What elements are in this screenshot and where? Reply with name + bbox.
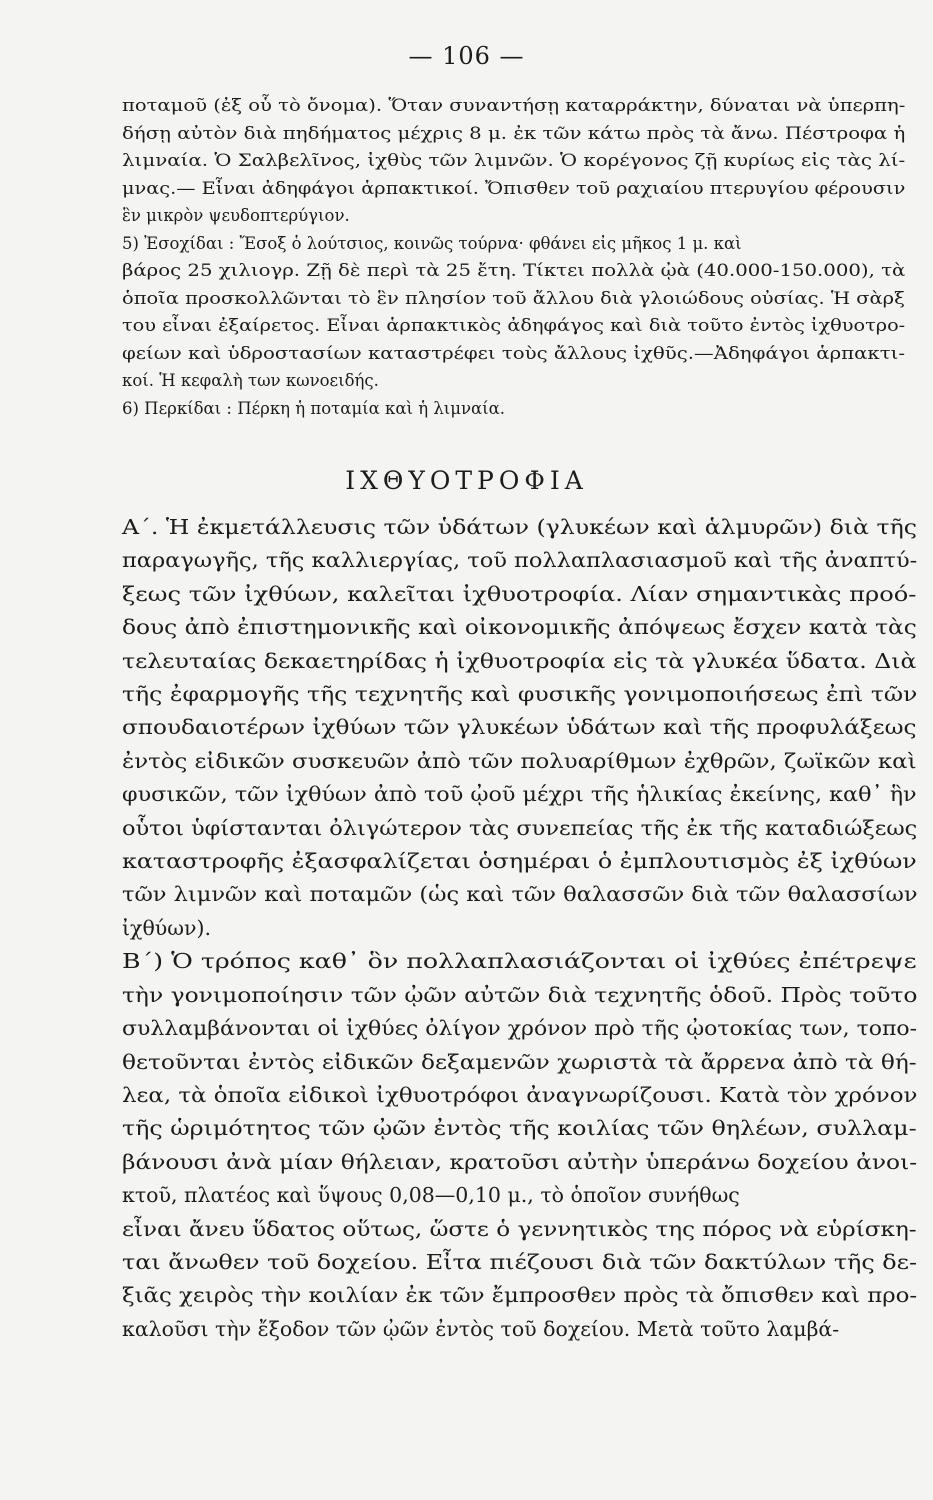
text-line: θετοῦνται ἐντὸς εἰδικῶν δεξαμενῶν χωριστὰ τὰ ἄρρενα ἀπὸ τὰ θή- bbox=[122, 1049, 917, 1074]
text-line: 6) Περκίδαι : Πέρκη ἡ ποταμία καὶ ἡ λιμναία. bbox=[122, 398, 506, 418]
text-line: ὁποῖα προσκολλῶνται τὸ ἓν πλησίον τοῦ ἄλλου διὰ γλοιώδους οὐσίας. Ἡ σὰρξ bbox=[122, 288, 905, 308]
text-line: λεα, τὰ ὁποῖα εἰδικοὶ ἰχθυοτρόφοι ἀναγνωρίζουσι. Κατὰ τὸν χρόνον bbox=[122, 1082, 918, 1107]
text-line: φείων καὶ ὑδροστασίων καταστρέφει τοὺς ἄλλους ἰχθῦς.—Ἀδηφάγοι ἁρπακτι- bbox=[122, 343, 906, 363]
text-line: κοί. Ἡ κεφαλὴ των κωνοειδής. bbox=[122, 371, 379, 390]
text-line: μνας.— Εἶναι ἀδηφάγοι ἁρπακτικοί. Ὄπισθεν τοῦ ραχιαίου πτερυγίου φέρουσιν bbox=[122, 178, 906, 198]
text-line: ἓν μικρὸν ψευδοπτερύγιον. bbox=[122, 206, 350, 225]
main-text-block bbox=[122, 511, 917, 1346]
text-line: εἶναι ἄνευ ὕδατος οὕτως, ὥστε ὁ γεννητικὸς της πόρος νὰ εὑρίσκη- bbox=[122, 1216, 917, 1241]
text-line: Β΄) Ὁ τρόπος καθ᾽ ὃν πολλαπλασιάζονται οἱ ἰχθύες ἐπέτρεψε bbox=[122, 949, 917, 974]
text-line: φυσικῶν, τῶν ἰχθύων ἀπὸ τοῦ ᾠοῦ μέχρι τῆς ἡλικίας ἐκείνης, καθ᾽ ἣν bbox=[122, 782, 917, 807]
text-line: βάνουσι ἀνὰ μίαν θήλειαν, κρατοῦσι αὐτὴν ὑπεράνω δοχείου ἀνοι- bbox=[122, 1149, 918, 1174]
text-line: Α΄. Ἡ ἐκμετάλλευσις τῶν ὑδάτων (γλυκέων καὶ ἁλμυρῶν) διὰ τῆς bbox=[122, 515, 917, 539]
text-line: κτοῦ, πλατέος καὶ ὕψους 0,08—0,10 μ., τὸ ὁποῖον συνήθως bbox=[122, 1183, 740, 1208]
small-print-block bbox=[122, 92, 905, 422]
text-line: συλλαμβάνονται οἱ ἰχθύες ὀλίγον χρόνον πρὸ τῆς ᾠοτοκίας των, τοπο- bbox=[122, 1016, 918, 1041]
text-line: παραγωγῆς, τῆς καλλιεργίας, τοῦ πολλαπλασιασμοῦ καὶ τῆς ἀναπτύ- bbox=[122, 548, 918, 573]
text-line: ποταμοῦ (ἐξ οὗ τὸ ὄνομα). Ὅταν συναντήσῃ καταρράκτην, δύναται νὰ ὑπερπη- bbox=[122, 96, 906, 115]
text-line: καταστροφῆς ἐξασφαλίζεται ὁσημέραι ὁ ἐμπλουτισμὸς ἐξ ἰχθύων bbox=[122, 849, 917, 874]
text-line: τῶν λιμνῶν καὶ ποταμῶν (ὡς καὶ τῶν θαλασσῶν διὰ τῶν θαλασσίων bbox=[122, 882, 918, 907]
text-line: τὴν γονιμοποίησιν τῶν ᾠῶν αὐτῶν διὰ τεχνητῆς ὁδοῦ. Πρὸς τοῦτο bbox=[122, 982, 918, 1007]
text-line: του εἶναι ἐξαίρετος. Εἶναι ἁρπακτικὸς ἀδηφάγος καὶ διὰ τοῦτο ἐντὸς ἰχθυοτρο- bbox=[122, 316, 906, 335]
text-line: σπουδαιοτέρων ἰχθύων τῶν γλυκέων ὑδάτων καὶ τῆς προφυλάξεως bbox=[122, 715, 917, 740]
text-line: τῆς ὡριμότητος τῶν ᾠῶν ἐντὸς τῆς κοιλίας τῶν θηλέων, συλλαμ- bbox=[122, 1116, 917, 1141]
text-line: δήσῃ αὐτὸν διὰ πηδήματος μέχρις 8 μ. ἐκ τῶν κάτω πρὸς τὰ ἄνω. Πέστροφα ἡ bbox=[122, 123, 906, 143]
text-line: ξιᾶς χειρὸς τὴν κοιλίαν ἐκ τῶν ἔμπροσθεν πρὸς τὰ ὄπισθεν καὶ προ- bbox=[122, 1283, 918, 1308]
text-line: βάρος 25 χιλιογρ. Ζῇ δὲ περὶ τὰ 25 ἔτη. Τίκτει πολλὰ ᾠὰ (40.000-150.000), τὰ bbox=[122, 261, 906, 280]
text-line: δους ἀπὸ ἐπιστημονικῆς καὶ οἰκονομικῆς ἀπόψεως ἔσχεν κατὰ τὰς bbox=[122, 615, 917, 640]
text-line: ἐντὸς εἰδικῶν συσκευῶν ἀπὸ τῶν πολυαρίθμων ἐχθρῶν, ζωϊκῶν καὶ bbox=[122, 748, 917, 773]
text-line: καλοῦσι τὴν ἔξοδον τῶν ᾠῶν ἐντὸς τοῦ δοχείου. Μετὰ τοῦτο λαμβά- bbox=[122, 1316, 840, 1341]
text-line: οὗτοι ὑφίστανται ὀλιγώτερον τὰς συνεπείας τῆς ἐκ τῆς καταδιώξεως bbox=[122, 815, 918, 840]
text-line: τελευταίας δεκαετηρίδας ἡ ἰχθυοτροφία εἰς τὰ γλυκέα ὕδατα. Διὰ bbox=[122, 648, 917, 673]
text-line: τῆς ἐφαρμογῆς τῆς τεχνητῆς καὶ φυσικῆς γονιμοποιήσεως ἐπὶ τῶν bbox=[122, 682, 918, 707]
text-line: ται ἄνωθεν τοῦ δοχείου. Εἶτα πιέζουσι διὰ τῶν δακτύλων τῆς δε- bbox=[122, 1249, 918, 1274]
page-number: — 106 — bbox=[408, 42, 525, 70]
text-line: 5) Ἐσοχίδαι : Ἔσοξ ὁ λούτσιος, κοινῶς τούρνα· φθάνει εἰς μῆκος 1 μ. καὶ bbox=[122, 233, 742, 253]
text-line: ἰχθύων). bbox=[122, 915, 211, 940]
text-line: λιμναία. Ὁ Σαλβελῖνος, ἰχθὺς τῶν λιμνῶν. Ὁ κορέγονος ζῇ κυρίως εἰς τὰς λί- bbox=[122, 151, 906, 170]
text-line: ξεως τῶν ἰχθύων, καλεῖται ἰχθυοτροφία. Λίαν σημαντικὰς προό- bbox=[122, 581, 917, 606]
section-title: ΙΧΘΥΟΤΡΟΦΙΑ bbox=[345, 466, 588, 495]
